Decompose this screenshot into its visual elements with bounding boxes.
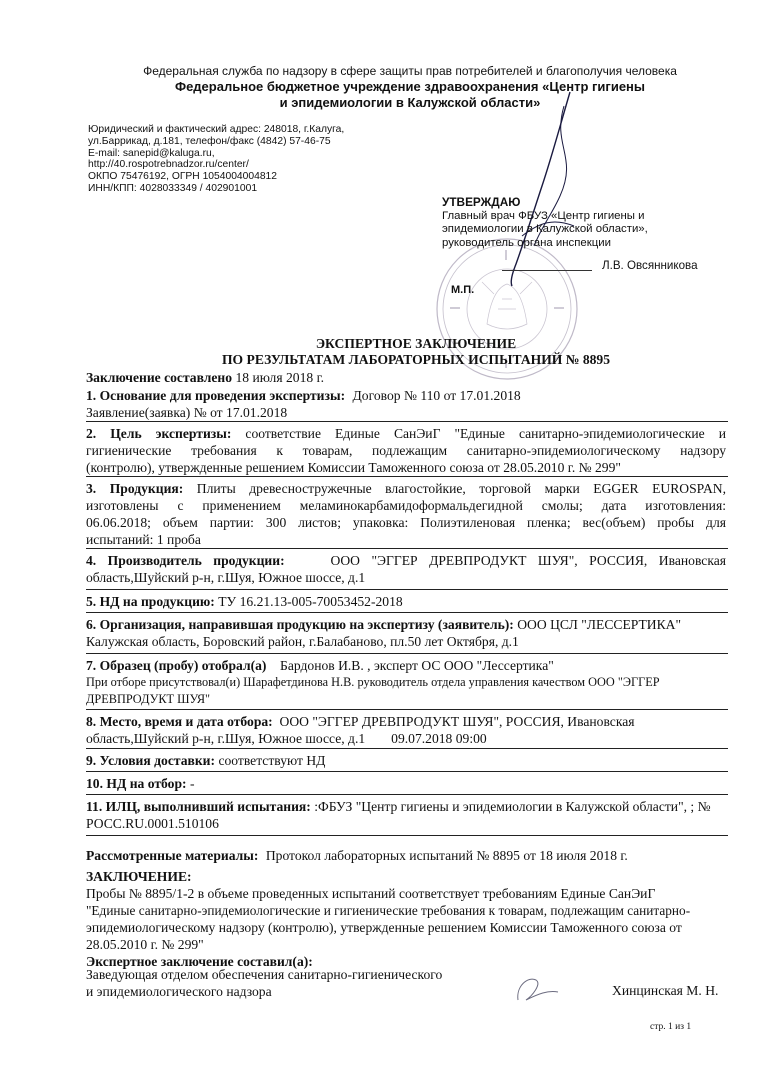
section-purpose: [86, 425, 726, 476]
s2-line: соответствие Единые СанЭиГ "Единые санитарно-эпидемиологические и: [245, 426, 726, 441]
institution-line-1: Федеральное бюджетное учреждение здравоохранения «Центр гигиены: [174, 79, 645, 94]
position-line: Заведующая отделом обеспечения санитарно-гигиенического: [86, 967, 443, 982]
s3-label: 3. Продукция:: [86, 481, 184, 496]
section-manufacturer: [86, 552, 726, 586]
s10-label: 10. НД на отбор:: [86, 776, 187, 791]
reviewed-materials: [86, 847, 726, 864]
email-line: E-mail: sanepid@kaluga.ru,: [88, 147, 215, 159]
conclusion-line: 28.05.2010 г. № 299": [86, 937, 204, 952]
divider: [86, 771, 728, 772]
s8-date: 09.07.2018 09:00: [391, 731, 487, 746]
header: [0, 64, 760, 111]
conclusion-line: "Единые санитарно-эпидемиологические и гигиенические требования к товарам, подлежащим санитарно-: [86, 903, 691, 918]
divider: [86, 653, 728, 654]
conclusion-title: ЗАКЛЮЧЕНИЕ:: [86, 869, 192, 884]
page-number: стр. 1 из 1: [650, 1022, 692, 1032]
s3-line: Плиты древесностружечные влагостойкие, торговой марки EGGER EUROSPAN,: [196, 481, 726, 496]
conclusion-block: [86, 868, 726, 970]
divider: [86, 421, 728, 422]
author-label: Экспертное заключение составил(а):: [86, 954, 313, 969]
section-sampler: [86, 657, 726, 708]
divider: [86, 835, 728, 836]
s2-line: (контролю), утвержденные решением Комиссии Таможенного союза от 28.05.2010 г. № 299": [86, 460, 621, 475]
divider: [86, 476, 728, 477]
agency-line: Федеральная служба по надзору в сфере защиты прав потребителей и благополучия человека: [143, 64, 677, 78]
conclusion-date-row: [86, 369, 726, 386]
s11-label: 11. ИЛЦ, выполнивший испытания:: [86, 799, 311, 814]
approve-line: Главный врач ФБУЗ «Центр гигиены и: [442, 209, 645, 222]
divider: [86, 548, 728, 549]
approve-line: руководитель органа инспекции: [442, 236, 611, 249]
divider: [86, 748, 728, 749]
position-line: и эпидемиологического надзора: [86, 984, 272, 999]
mp-mark: М.П.: [451, 284, 475, 296]
s6-line: Калужская область, Боровский район, г.Балабаново, пл.50 лет Октября, д.1: [86, 634, 519, 649]
s3-line: 06.06.2018; объем партии: 300 листов; упаковка: Полиэтиленовая пленка; вес(объем) пробы для: [86, 515, 726, 530]
s2-label: 2. Цель экспертизы:: [86, 426, 232, 441]
section-nd-product: [86, 593, 726, 610]
approval-block: [442, 196, 648, 250]
signature-line: [502, 270, 592, 271]
s9-label: 9. Условия доставки:: [86, 753, 216, 768]
s4-line: ООО "ЭГГЕР ДРЕВПРОДУКТ ШУЯ", РОССИЯ, Ивановская: [330, 553, 727, 568]
approve-title: УТВЕРЖДАЮ: [442, 195, 521, 209]
conclusion-line: эпидемиологическому надзору (контролю), утвержденные решением Комиссии Таможенного союза от: [86, 920, 682, 935]
section-delivery: [86, 752, 726, 769]
section-laboratory: [86, 798, 726, 832]
s6-value: ООО ЦСЛ "ЛЕССЕРТИКА": [517, 617, 682, 632]
s4-line: область,Шуйский р-н, г.Шуя, Южное шоссе, д.1: [86, 570, 366, 585]
s7-line: ДРЕВПРОДУКТ ШУЯ": [86, 692, 211, 706]
divider: [86, 709, 728, 710]
address-line: Юридический и фактический адрес: 248018, г.Калуга,: [88, 124, 345, 135]
reviewed-label: Рассмотренные материалы:: [86, 848, 259, 863]
made-label: Заключение составлено: [86, 370, 233, 385]
s5-label: 5. НД на продукцию:: [86, 594, 215, 609]
author-signature: [508, 972, 568, 1008]
divider: [86, 612, 728, 613]
s3-line: испытаний: 1 проба: [86, 532, 201, 547]
divider: [86, 589, 728, 590]
s3-line: изготовлены с применением меламинокарбамидоформальдегидной смолы; дата изготовления:: [86, 498, 726, 513]
title-line-2: ПО РЕЗУЛЬТАТАМ ЛАБОРАТОРНЫХ ИСПЫТАНИЙ № 8895: [221, 352, 611, 367]
s8-label: 8. Место, время и дата отбора:: [86, 714, 273, 729]
author-name: Хинцинская М. Н.: [612, 983, 719, 998]
s11-value: :ФБУЗ "Центр гигиены и эпидемиологии в Калужской области", ; №: [314, 799, 711, 814]
s10-value: -: [189, 776, 195, 791]
director-signature: [482, 86, 592, 292]
basis-row: [86, 387, 726, 404]
request-row: Заявление(заявка) № от 17.01.2018: [86, 405, 288, 420]
section-applicant: [86, 616, 726, 650]
conclusion-line: Пробы № 8895/1-2 в объеме проведенных испытаний соответствует требованиям Единые СанЭиГ: [86, 886, 656, 901]
s5-value: ТУ 16.21.13-005-70053452-2018: [218, 594, 403, 609]
s7-label: 7. Образец (пробу) отобрал(а): [86, 658, 267, 673]
inn-line: ИНН/КПП: 4028033349 / 402901001: [88, 182, 258, 194]
s9-value: соответствуют НД: [218, 753, 326, 768]
section-sampling-place: [86, 713, 726, 747]
made-value: 18 июля 2018 г.: [235, 370, 325, 385]
reviewed-value: Протокол лабораторных испытаний № 8895 от 18 июля 2018 г.: [265, 848, 628, 863]
basis-value: Договор № 110 от 17.01.2018: [352, 388, 521, 403]
document-title: [196, 336, 636, 368]
website-line: http://40.rospotrebnadzor.ru/center/: [88, 159, 249, 171]
title-line-1: ЭКСПЕРТНОЕ ЗАКЛЮЧЕНИЕ: [315, 336, 517, 351]
s8-value: ООО "ЭГГЕР ДРЕВПРОДУКТ ШУЯ", РОССИЯ, Ивановская: [279, 714, 635, 729]
s4-label: 4. Производитель продукции:: [86, 553, 285, 568]
address-line: ул.Баррикад, д.181, телефон/факс (4842) 57-46-75: [88, 135, 331, 147]
section-product: [86, 480, 726, 548]
institution-line-2: и эпидемиологии в Калужской области»: [279, 95, 541, 110]
s8-line: область,Шуйский р-н, г.Шуя, Южное шоссе, д.1: [86, 731, 366, 746]
s6-label: 6. Организация, направившая продукцию на экспертизу (заявитель):: [86, 617, 514, 632]
s11-line: РОСС.RU.0001.510106: [86, 816, 219, 831]
approve-line: эпидемиологии в Калужской области»,: [442, 223, 648, 235]
basis-label: 1. Основание для проведения экспертизы:: [86, 388, 346, 403]
address-block: [88, 124, 344, 195]
s7-line: При отборе присутствовал(и) Шарафетдинова Н.В. руководитель отдела управления качеством ООО "ЭГГЕР: [86, 675, 660, 689]
s7-value: Бардонов И.В. , эксперт ОС ООО "Лессертика": [280, 658, 554, 673]
s2-line: гигиенические требования к товарам, подлежащим санитарно-эпидемиологическому надзору: [86, 443, 726, 458]
section-nd-sampling: [86, 775, 726, 792]
divider: [86, 794, 728, 795]
okpo-line: ОКПО 75476192, ОГРН 1054004004812: [88, 171, 278, 183]
approve-signer: Л.В. Овсянникова: [602, 259, 698, 272]
